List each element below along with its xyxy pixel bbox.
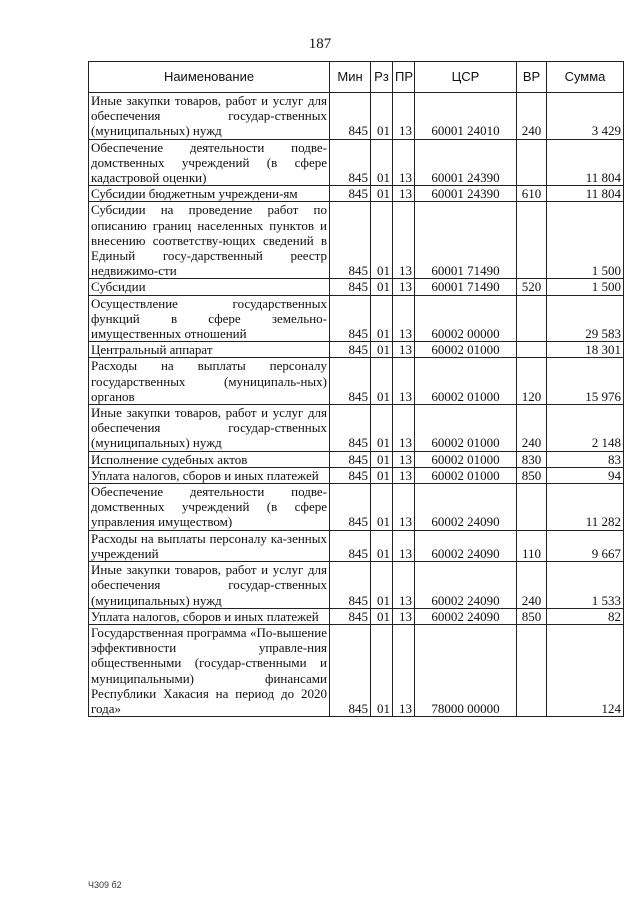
table-row	[89, 279, 624, 295]
cell-name: Расходы на выплаты персоналу государственных (муниципаль-ных) органов	[89, 358, 330, 405]
cell-csr: 60002 01000	[415, 405, 517, 452]
cell-name: Субсидии на проведение работ по описанию границ населенных пунктов и внесению соответству-ющих сведений в Единый госу-дарственный реестр недвижимо-сти	[89, 202, 330, 279]
cell-rz: 01	[371, 295, 393, 342]
cell-pr: 13	[393, 608, 415, 624]
table-row	[89, 608, 624, 624]
table-row	[89, 562, 624, 609]
header-csr: ЦСР	[415, 62, 517, 93]
cell-min: 845	[330, 451, 371, 467]
cell-name: Исполнение судебных актов	[89, 451, 330, 467]
cell-min: 845	[330, 202, 371, 279]
cell-rz: 01	[371, 467, 393, 483]
cell-min: 845	[330, 530, 371, 561]
cell-rz: 01	[371, 562, 393, 609]
cell-pr: 13	[393, 186, 415, 202]
cell-name: Субсидии бюджетным учреждени-ям	[89, 186, 330, 202]
cell-rz: 01	[371, 624, 393, 716]
table-row	[89, 358, 624, 405]
cell-rz: 01	[371, 530, 393, 561]
cell-rz: 01	[371, 608, 393, 624]
cell-csr: 60001 24390	[415, 139, 517, 186]
cell-min: 845	[330, 608, 371, 624]
cell-name: Иные закупки товаров, работ и услуг для обеспечения государ-ственных (муниципальных) нужд	[89, 562, 330, 609]
cell-csr: 60002 01000	[415, 358, 517, 405]
cell-sum: 94	[547, 467, 624, 483]
cell-pr: 13	[393, 484, 415, 531]
cell-csr: 60002 01000	[415, 451, 517, 467]
cell-vr	[517, 484, 547, 531]
cell-sum: 82	[547, 608, 624, 624]
table-row	[89, 202, 624, 279]
cell-sum: 2 148	[547, 405, 624, 452]
page-number: 187	[308, 36, 332, 52]
cell-vr: 110	[517, 530, 547, 561]
cell-pr: 13	[393, 295, 415, 342]
cell-name: Уплата налогов, сборов и иных платежей	[89, 608, 330, 624]
cell-pr: 13	[393, 342, 415, 358]
header-min: Мин	[330, 62, 371, 93]
cell-vr: 240	[517, 93, 547, 140]
header-sum: Сумма	[547, 62, 624, 93]
cell-min: 845	[330, 295, 371, 342]
cell-sum: 11 282	[547, 484, 624, 531]
cell-min: 845	[330, 93, 371, 140]
cell-rz: 01	[371, 202, 393, 279]
cell-name: Обеспечение деятельности подве-домственных учреждений (в сфере кадастровой оценки)	[89, 139, 330, 186]
cell-vr	[517, 202, 547, 279]
cell-rz: 01	[371, 405, 393, 452]
cell-pr: 13	[393, 358, 415, 405]
cell-pr: 13	[393, 279, 415, 295]
cell-rz: 01	[371, 139, 393, 186]
cell-csr: 60001 24010	[415, 93, 517, 140]
budget-table	[88, 61, 624, 717]
cell-sum: 18 301	[547, 342, 624, 358]
table-row	[89, 451, 624, 467]
cell-csr: 78000 00000	[415, 624, 517, 716]
cell-sum: 11 804	[547, 139, 624, 186]
cell-vr	[517, 624, 547, 716]
table-header-row	[89, 62, 624, 93]
cell-vr	[517, 342, 547, 358]
cell-sum: 1 500	[547, 202, 624, 279]
cell-rz: 01	[371, 342, 393, 358]
table-row	[89, 484, 624, 531]
cell-sum: 9 667	[547, 530, 624, 561]
cell-csr: 60002 01000	[415, 467, 517, 483]
cell-min: 845	[330, 358, 371, 405]
cell-rz: 01	[371, 484, 393, 531]
table-row	[89, 624, 624, 716]
table-row	[89, 342, 624, 358]
cell-name: Государственная программа «По-вышение эффективности управле-ния общественными (государ-ственными и муниципальными) финансами Республики Хакасия на период до 2020 года»	[89, 624, 330, 716]
cell-min: 845	[330, 279, 371, 295]
cell-sum: 1 500	[547, 279, 624, 295]
cell-sum: 29 583	[547, 295, 624, 342]
cell-pr: 13	[393, 451, 415, 467]
cell-min: 845	[330, 484, 371, 531]
cell-rz: 01	[371, 358, 393, 405]
cell-rz: 01	[371, 279, 393, 295]
table-row	[89, 186, 624, 202]
cell-csr: 60001 71490	[415, 279, 517, 295]
cell-csr: 60001 24390	[415, 186, 517, 202]
cell-sum: 3 429	[547, 93, 624, 140]
cell-vr: 240	[517, 562, 547, 609]
cell-min: 845	[330, 467, 371, 483]
cell-name: Субсидии	[89, 279, 330, 295]
cell-vr	[517, 139, 547, 186]
cell-csr: 60002 24090	[415, 608, 517, 624]
cell-pr: 13	[393, 139, 415, 186]
cell-vr: 610	[517, 186, 547, 202]
table-row	[89, 405, 624, 452]
cell-csr: 60002 24090	[415, 562, 517, 609]
cell-min: 845	[330, 139, 371, 186]
cell-name: Обеспечение деятельности подве-домственных учреждений (в сфере управления имуществом)	[89, 484, 330, 531]
cell-min: 845	[330, 624, 371, 716]
cell-pr: 13	[393, 405, 415, 452]
cell-min: 845	[330, 186, 371, 202]
cell-name: Центральный аппарат	[89, 342, 330, 358]
cell-sum: 1 533	[547, 562, 624, 609]
cell-rz: 01	[371, 93, 393, 140]
cell-min: 845	[330, 562, 371, 609]
cell-vr: 240	[517, 405, 547, 452]
cell-pr: 13	[393, 624, 415, 716]
cell-pr: 13	[393, 467, 415, 483]
cell-rz: 01	[371, 186, 393, 202]
cell-pr: 13	[393, 202, 415, 279]
cell-csr: 60002 24090	[415, 530, 517, 561]
cell-min: 845	[330, 405, 371, 452]
footer-code: Ч309 б2	[88, 880, 122, 890]
cell-rz: 01	[371, 451, 393, 467]
cell-name: Уплата налогов, сборов и иных платежей	[89, 467, 330, 483]
cell-min: 845	[330, 342, 371, 358]
header-pr: ПР	[393, 62, 415, 93]
cell-vr: 120	[517, 358, 547, 405]
cell-sum: 11 804	[547, 186, 624, 202]
cell-csr: 60001 71490	[415, 202, 517, 279]
cell-csr: 60002 24090	[415, 484, 517, 531]
table-row	[89, 93, 624, 140]
cell-pr: 13	[393, 562, 415, 609]
header-vr: ВР	[517, 62, 547, 93]
cell-vr: 850	[517, 608, 547, 624]
cell-name: Иные закупки товаров, работ и услуг для обеспечения государ-ственных (муниципальных) нужд	[89, 93, 330, 140]
cell-sum: 83	[547, 451, 624, 467]
table-row	[89, 295, 624, 342]
table-row	[89, 467, 624, 483]
cell-pr: 13	[393, 530, 415, 561]
table-row	[89, 139, 624, 186]
table-row	[89, 530, 624, 561]
header-rz: Рз	[371, 62, 393, 93]
cell-csr: 60002 00000	[415, 295, 517, 342]
table-body	[89, 93, 624, 717]
cell-name: Иные закупки товаров, работ и услуг для обеспечения государ-ственных (муниципальных) нужд	[89, 405, 330, 452]
cell-pr: 13	[393, 93, 415, 140]
cell-name: Осуществление государственных функций в сфере земельно-имущественных отношений	[89, 295, 330, 342]
cell-vr	[517, 295, 547, 342]
cell-vr: 520	[517, 279, 547, 295]
cell-vr: 830	[517, 451, 547, 467]
cell-name: Расходы на выплаты персоналу ка-зенных учреждений	[89, 530, 330, 561]
cell-sum: 15 976	[547, 358, 624, 405]
header-name: Наименование	[89, 62, 330, 93]
cell-sum: 124	[547, 624, 624, 716]
cell-csr: 60002 01000	[415, 342, 517, 358]
cell-vr: 850	[517, 467, 547, 483]
